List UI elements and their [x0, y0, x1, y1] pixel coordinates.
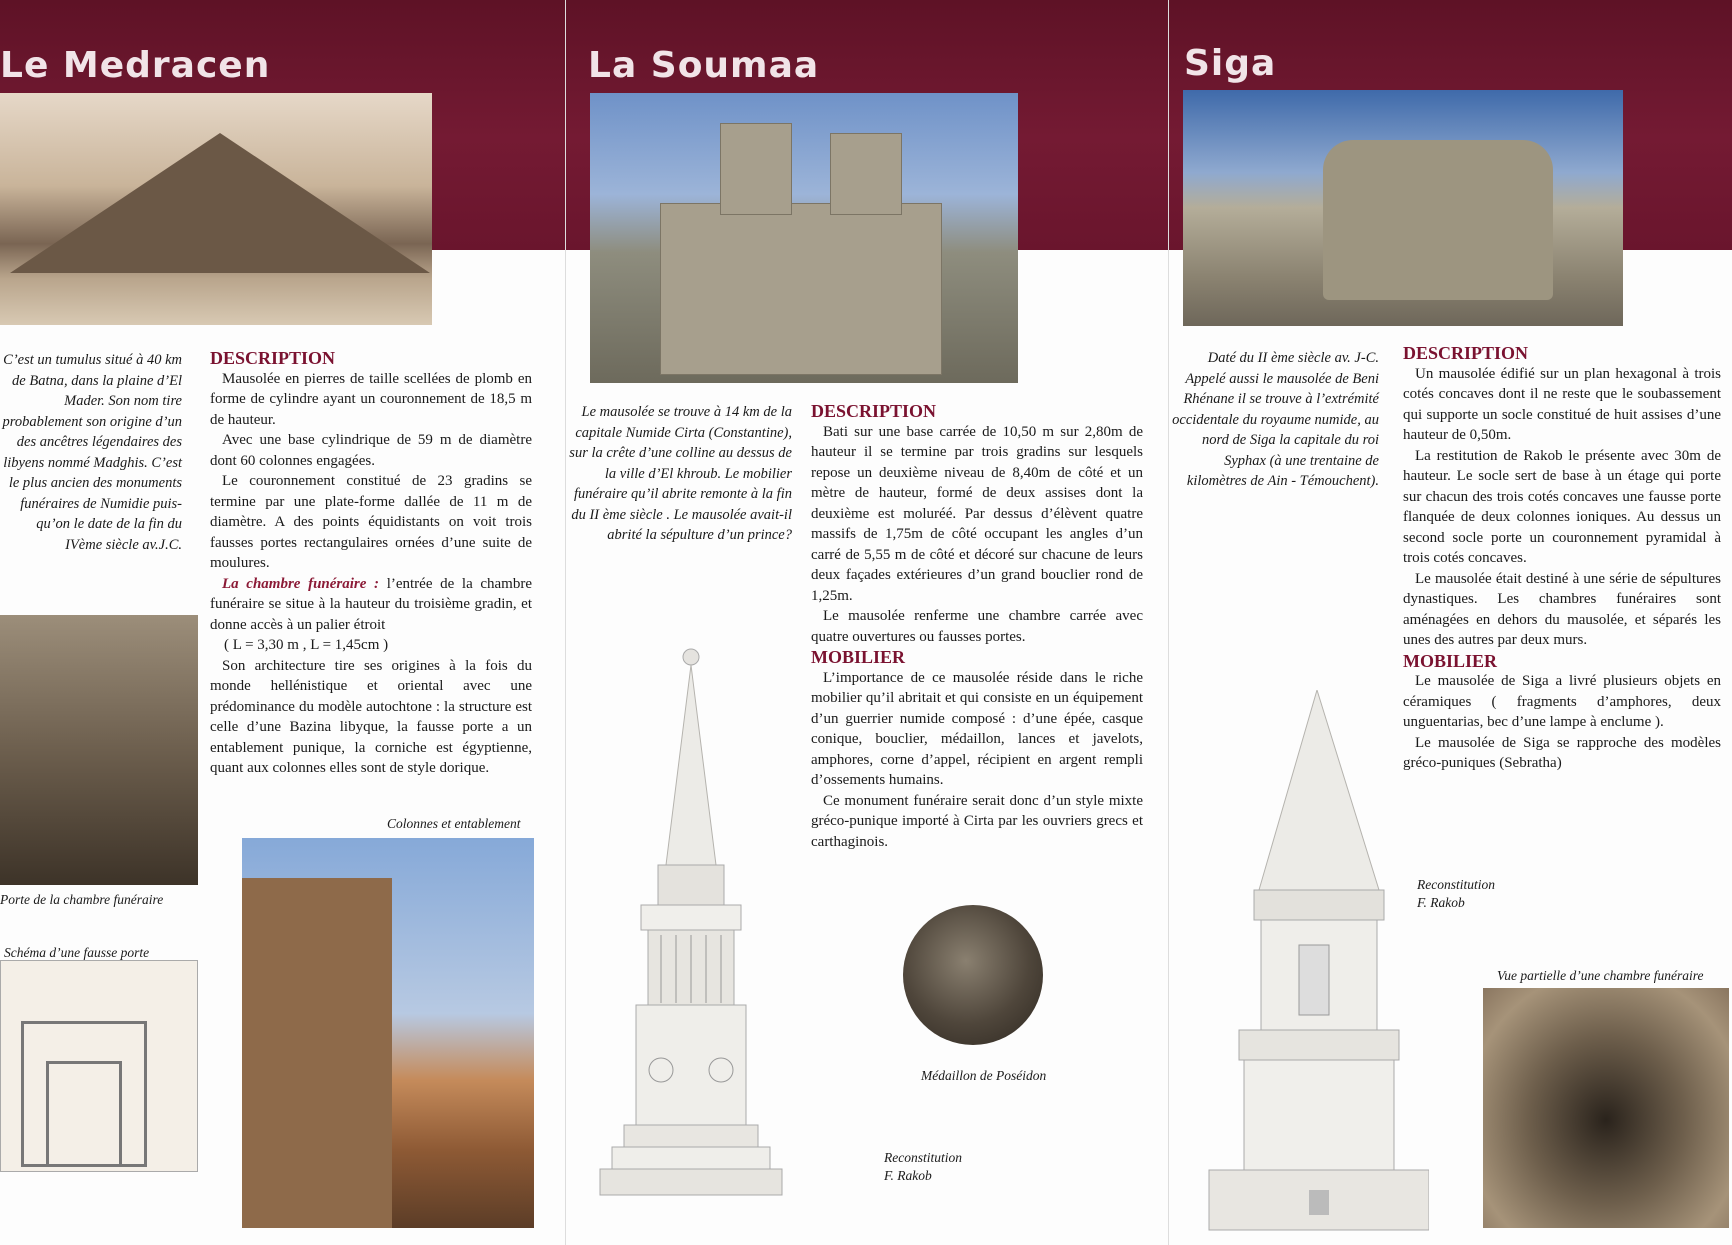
mob-paragraph: Ce monument funéraire serait donc d’un style mixte gréco-punique importé à Cirta par les ouvriers grecs et carthaginois.	[811, 792, 1143, 850]
chambre-paragraph	[210, 574, 532, 636]
false-door-diagram	[0, 960, 198, 1172]
desc-paragraph: Bati sur une base carrée de 10,50 m sur 2,80m de hauteur il se termine par trois gradins sur lesquels repose un deuxième niveau de 8,40m de côté et un mètre de hauteur, formé de deux assises dont la deuxième est moluréé. Par dessus d’élèvent quatre massifs de 1,75m de côté occupant les angles d’un carré de 5,55 m de côté et décoré sur chacune de leurs deux façades extérieures d’un grand bouclier rond de 1,25m.	[811, 423, 1143, 604]
desc-paragraph: La restitution de Rakob le présente avec 30m de hauteur. Le socle sert de base à un étage qui porte sur chacun des trois cotés concaves une fausse porte flanquée de deux colonnes ioniques. Au dessus un second socle porte un couronnement pyramidal à trois cotés concaves.	[1403, 447, 1721, 566]
soumaa-intro: Le mausolée se trouve à 14 km de la capitale Numide Cirta (Constantine), sur la crête d’une colline au dessus de la ville d’El khroub. Le mobilier funéraire qu’il abrite remonte à la fin du II ème siècle . Le mausolée avait-il abrité la sépulture d’un prince?	[569, 404, 792, 543]
chamber-view-photo	[1483, 988, 1729, 1228]
soumaa-description	[811, 401, 1143, 852]
caption-rakob: F. Rakob	[884, 1168, 932, 1183]
caption-vue-partielle: Vue partielle d’une chambre funéraire	[1497, 968, 1704, 983]
desc-paragraph: Le couronnement constitué de 23 gradins se termine par une plate-forme dallée de 11 m de diamètre. A des points équidistants on voit trois fausses portes rectangulaires ornées d’une suite de moulures.	[210, 473, 532, 571]
chambre-text: l’entrée de la chambre funéraire se situe à la hauteur du troisième gradin, et donne accès à un palier étroit	[210, 575, 532, 633]
caption-porte: Porte de la chambre funéraire	[0, 892, 164, 907]
caption-reconstitution: Reconstitution	[1417, 877, 1495, 892]
poseidon-medallion-photo	[903, 905, 1043, 1045]
chambre-dimensions: ( L = 3,30 m , L = 1,45cm )	[224, 637, 389, 653]
desc-paragraph: Le mausolée était destiné à une série de sépultures dynastiques. Les chambres funéraires sont aménagées en dehors du mausolée, et séparés les unes des autres par deux murs.	[1403, 570, 1721, 648]
caption-colonnes: Colonnes et entablement	[387, 816, 521, 831]
description-heading: DESCRIPTION	[210, 348, 336, 368]
desc-paragraph: Avec une base cylindrique de 59 m de diamètre dont 60 colonnes engagées.	[210, 432, 532, 469]
panel-medracen	[0, 0, 565, 1245]
chambre-label: La chambre funéraire :	[222, 575, 380, 592]
medracen-description	[210, 348, 532, 779]
colonnes-photo	[242, 838, 534, 1228]
caption-schema: Schéma d’une fausse porte	[4, 945, 150, 960]
desc-paragraph: Son architecture tire ses origines à la fois du monde hellénistique et oriental avec une prédominance du modèle autochtone : la structure est celle d’une Bazina libyque, la fausse porte a un entablement punique, la corniche est égyptienne, quant aux colonnes elles sont de style dorique.	[210, 657, 532, 776]
mob-paragraph: Le mausolée de Siga a livré plusieurs objets en céramiques ( fragments d’amphores, deux unguentarias, bec d’une lampe à enclume ).	[1403, 673, 1721, 730]
caption-medaillon: Médaillon de Poséidon	[921, 1068, 1047, 1083]
panel-title: Le Medracen	[0, 45, 271, 86]
mob-paragraph: L’importance de ce mausolée réside dans le riche mobilier qu’il abritait et qui consiste en un équipement d’un guerrier numide composé : d’une épée, casque conique, bouclier, médaillon, lances et javelots, amphores, corne d’appel, récipient en argent rempli d’ossements humains.	[811, 669, 1143, 788]
desc-paragraph: Le mausolée renferme une chambre carrée avec quatre ouvertures ou fausses portes.	[811, 608, 1143, 645]
mob-paragraph: Le mausolée de Siga se rapproche des modèles gréco-puniques (Sebratha)	[1403, 734, 1721, 771]
caption-reconstitution: Reconstitution	[884, 1150, 962, 1165]
chamber-door-photo	[0, 615, 198, 885]
siga-reconstruction-model	[1199, 690, 1429, 1240]
panel-title: La Soumaa	[588, 45, 820, 86]
mobilier-heading: MOBILIER	[1403, 650, 1498, 671]
caption-rakob: F. Rakob	[1417, 895, 1465, 910]
soumaa-reconstruction-model	[596, 645, 796, 1225]
siga-photo	[1183, 90, 1623, 326]
desc-paragraph: Mausolée en pierres de taille scellées de plomb en forme de cylindre ayant un couronnement de 18,5 m de hauteur.	[210, 370, 532, 428]
medracen-intro: C’est un tumulus situé à 40 km de Batna, dans la plaine d’El Mader. Son nom tire probablement son origine d’un des ancêtres légendaires des libyens nommé Madghis. C’est le plus ancien des monuments funéraires de Numidie puis-qu’on le date de la fin du IVème siècle av.J.C.	[2, 352, 182, 553]
medracen-photo	[0, 93, 432, 325]
desc-paragraph: Un mausolée édifié sur un plan hexagonal à trois cotés concaves dont il ne reste que le soubassement qui supporte un socle constitué de huit assises d’une hauteur de 0,50m.	[1403, 365, 1721, 443]
panel-title: Siga	[1184, 43, 1277, 84]
mobilier-heading: MOBILIER	[811, 647, 906, 667]
siga-description	[1403, 343, 1721, 774]
siga-intro: Daté du II ème siècle av. J-C. Appelé aussi le mausolée de Beni Rhénane il se trouve à l’extrémité occidentale du royaume numide, au nord de Siga la capitale du roi Syphax (à une trentaine de kilomètres de Ain - Témouchent).	[1172, 350, 1379, 489]
panel-siga	[1168, 0, 1732, 1245]
description-heading: DESCRIPTION	[1403, 343, 1529, 363]
soumaa-photo	[590, 93, 1018, 383]
description-heading: DESCRIPTION	[811, 401, 937, 421]
panel-soumaa	[565, 0, 1169, 1245]
